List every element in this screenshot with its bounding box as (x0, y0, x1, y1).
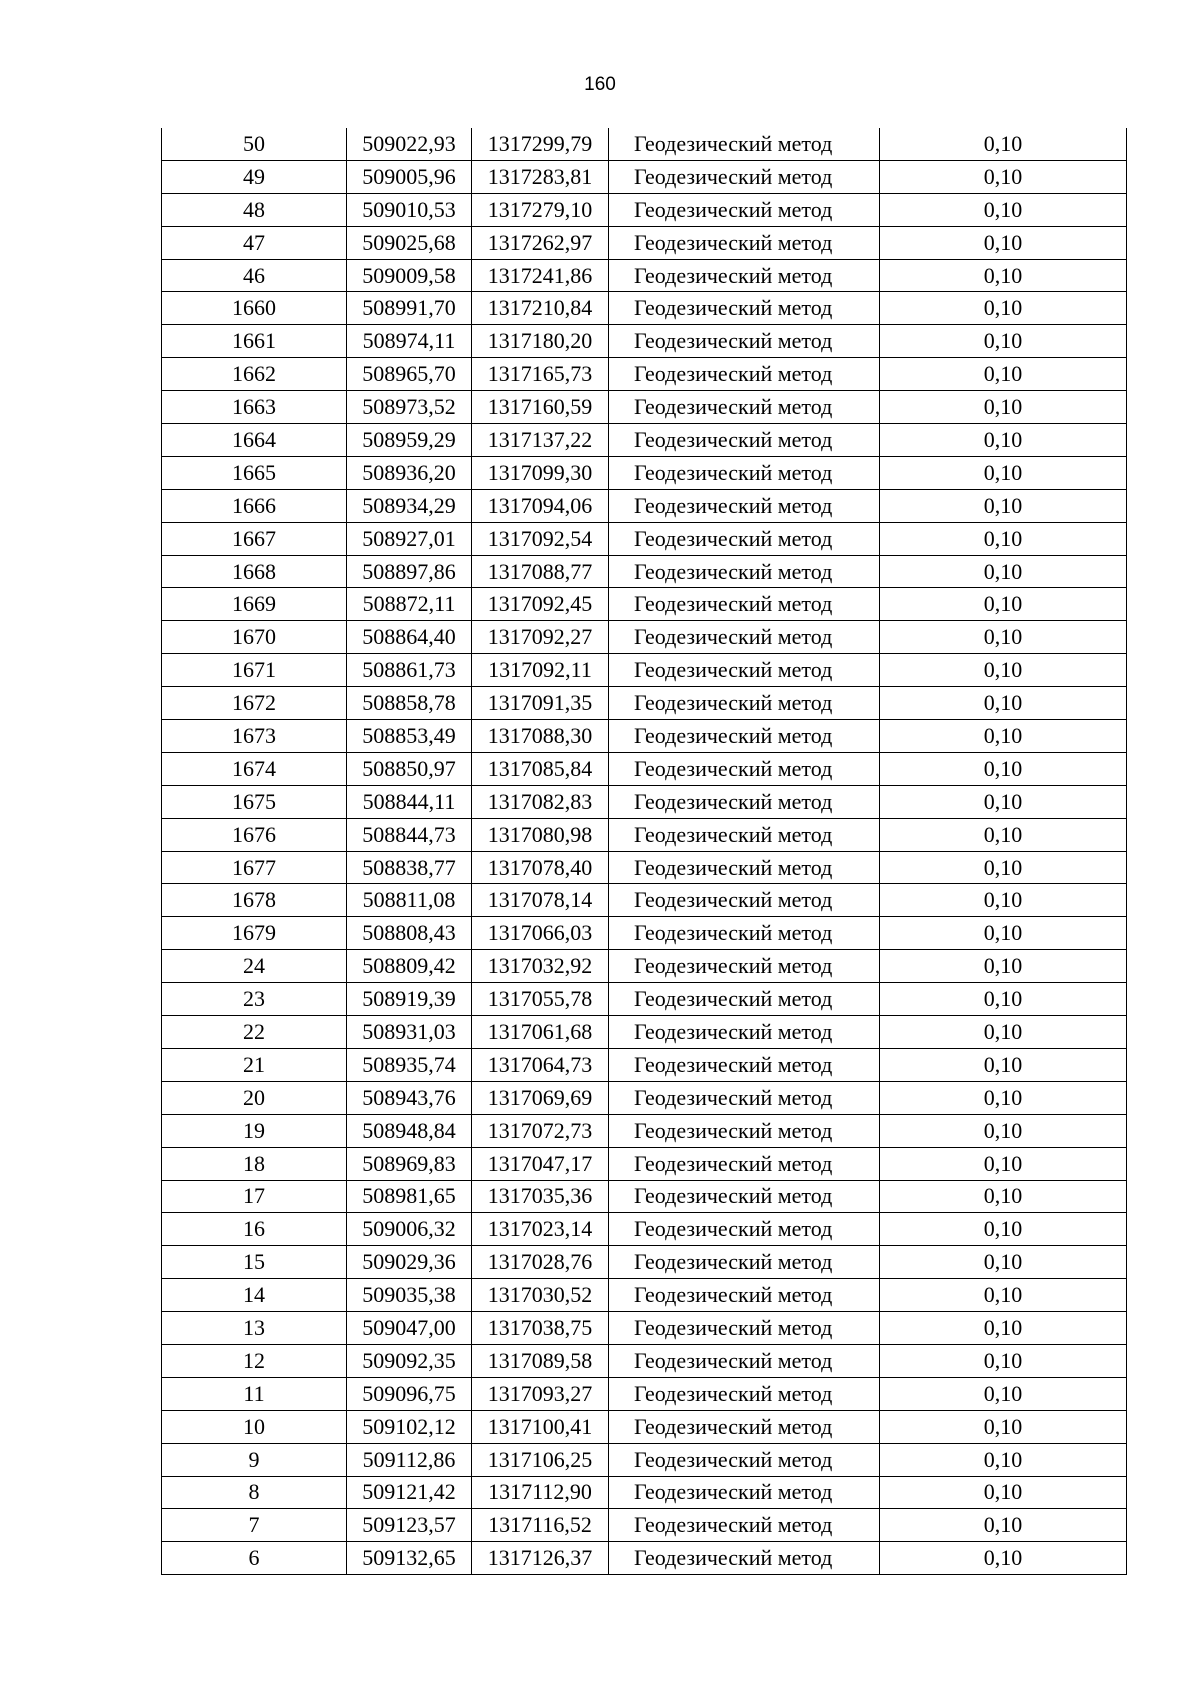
method-cell: Геодезический метод (609, 489, 880, 522)
y-coordinate-cell: 1317089,58 (472, 1344, 609, 1377)
accuracy-cell: 0,10 (880, 489, 1127, 522)
y-coordinate-cell: 1317072,73 (472, 1114, 609, 1147)
accuracy-cell: 0,10 (880, 621, 1127, 654)
method-cell: Геодезический метод (609, 654, 880, 687)
method-cell: Геодезический метод (609, 292, 880, 325)
table-row (162, 424, 1127, 457)
x-coordinate-cell: 508861,73 (347, 654, 472, 687)
x-coordinate-cell: 509025,68 (347, 226, 472, 259)
x-coordinate-cell: 509096,75 (347, 1377, 472, 1410)
method-cell: Геодезический метод (609, 1180, 880, 1213)
method-cell: Геодезический метод (609, 1081, 880, 1114)
x-coordinate-cell: 508991,70 (347, 292, 472, 325)
method-cell: Геодезический метод (609, 1114, 880, 1147)
point-number-cell: 9 (162, 1443, 347, 1476)
accuracy-cell: 0,10 (880, 654, 1127, 687)
method-cell: Геодезический метод (609, 621, 880, 654)
method-cell: Геодезический метод (609, 917, 880, 950)
x-coordinate-cell: 509112,86 (347, 1443, 472, 1476)
y-coordinate-cell: 1317092,45 (472, 588, 609, 621)
x-coordinate-cell: 509006,32 (347, 1213, 472, 1246)
x-coordinate-cell: 508858,78 (347, 687, 472, 720)
accuracy-cell: 0,10 (880, 160, 1127, 193)
y-coordinate-cell: 1317092,11 (472, 654, 609, 687)
accuracy-cell: 0,10 (880, 391, 1127, 424)
table-row (162, 1443, 1127, 1476)
table-row (162, 292, 1127, 325)
table-row (162, 1246, 1127, 1279)
accuracy-cell: 0,10 (880, 1344, 1127, 1377)
y-coordinate-cell: 1317137,22 (472, 424, 609, 457)
y-coordinate-cell: 1317032,92 (472, 950, 609, 983)
x-coordinate-cell: 509029,36 (347, 1246, 472, 1279)
table-row (162, 160, 1127, 193)
method-cell: Геодезический метод (609, 1279, 880, 1312)
accuracy-cell: 0,10 (880, 1443, 1127, 1476)
method-cell: Геодезический метод (609, 950, 880, 983)
table-row (162, 1213, 1127, 1246)
x-coordinate-cell: 508844,73 (347, 818, 472, 851)
x-coordinate-cell: 508844,11 (347, 785, 472, 818)
x-coordinate-cell: 509047,00 (347, 1312, 472, 1345)
x-coordinate-cell: 509005,96 (347, 160, 472, 193)
accuracy-cell: 0,10 (880, 950, 1127, 983)
accuracy-cell: 0,10 (880, 1180, 1127, 1213)
y-coordinate-cell: 1317262,97 (472, 226, 609, 259)
point-number-cell: 1664 (162, 424, 347, 457)
y-coordinate-cell: 1317080,98 (472, 818, 609, 851)
point-number-cell: 15 (162, 1246, 347, 1279)
accuracy-cell: 0,10 (880, 1410, 1127, 1443)
accuracy-cell: 0,10 (880, 1246, 1127, 1279)
x-coordinate-cell: 508927,01 (347, 522, 472, 555)
y-coordinate-cell: 1317210,84 (472, 292, 609, 325)
y-coordinate-cell: 1317078,14 (472, 884, 609, 917)
x-coordinate-cell: 509035,38 (347, 1279, 472, 1312)
point-number-cell: 1666 (162, 489, 347, 522)
y-coordinate-cell: 1317088,77 (472, 555, 609, 588)
point-number-cell: 13 (162, 1312, 347, 1345)
point-number-cell: 6 (162, 1542, 347, 1575)
y-coordinate-cell: 1317092,27 (472, 621, 609, 654)
point-number-cell: 1662 (162, 358, 347, 391)
accuracy-cell: 0,10 (880, 555, 1127, 588)
point-number-cell: 17 (162, 1180, 347, 1213)
point-number-cell: 1673 (162, 720, 347, 753)
point-number-cell: 1660 (162, 292, 347, 325)
x-coordinate-cell: 509132,65 (347, 1542, 472, 1575)
table-row (162, 687, 1127, 720)
x-coordinate-cell: 508965,70 (347, 358, 472, 391)
point-number-cell: 1668 (162, 555, 347, 588)
table-row (162, 555, 1127, 588)
method-cell: Геодезический метод (609, 1016, 880, 1049)
x-coordinate-cell: 509123,57 (347, 1509, 472, 1542)
y-coordinate-cell: 1317028,76 (472, 1246, 609, 1279)
accuracy-cell: 0,10 (880, 522, 1127, 555)
y-coordinate-cell: 1317283,81 (472, 160, 609, 193)
point-number-cell: 48 (162, 193, 347, 226)
x-coordinate-cell: 508811,08 (347, 884, 472, 917)
table-row (162, 358, 1127, 391)
x-coordinate-cell: 508969,83 (347, 1147, 472, 1180)
point-number-cell: 18 (162, 1147, 347, 1180)
method-cell: Геодезический метод (609, 851, 880, 884)
accuracy-cell: 0,10 (880, 424, 1127, 457)
point-number-cell: 22 (162, 1016, 347, 1049)
accuracy-cell: 0,10 (880, 884, 1127, 917)
table-row (162, 752, 1127, 785)
y-coordinate-cell: 1317116,52 (472, 1509, 609, 1542)
y-coordinate-cell: 1317100,41 (472, 1410, 609, 1443)
method-cell: Геодезический метод (609, 226, 880, 259)
method-cell: Геодезический метод (609, 1443, 880, 1476)
coordinates-table (161, 128, 1127, 1575)
y-coordinate-cell: 1317085,84 (472, 752, 609, 785)
point-number-cell: 1677 (162, 851, 347, 884)
method-cell: Геодезический метод (609, 1410, 880, 1443)
table-row (162, 1048, 1127, 1081)
table-row (162, 456, 1127, 489)
point-number-cell: 24 (162, 950, 347, 983)
point-number-cell: 1667 (162, 522, 347, 555)
table-row (162, 259, 1127, 292)
method-cell: Геодезический метод (609, 884, 880, 917)
point-number-cell: 1670 (162, 621, 347, 654)
point-number-cell: 1661 (162, 325, 347, 358)
y-coordinate-cell: 1317180,20 (472, 325, 609, 358)
y-coordinate-cell: 1317069,69 (472, 1081, 609, 1114)
y-coordinate-cell: 1317023,14 (472, 1213, 609, 1246)
table-row (162, 950, 1127, 983)
y-coordinate-cell: 1317055,78 (472, 983, 609, 1016)
y-coordinate-cell: 1317061,68 (472, 1016, 609, 1049)
method-cell: Геодезический метод (609, 818, 880, 851)
point-number-cell: 16 (162, 1213, 347, 1246)
point-number-cell: 46 (162, 259, 347, 292)
y-coordinate-cell: 1317106,25 (472, 1443, 609, 1476)
method-cell: Геодезический метод (609, 1312, 880, 1345)
x-coordinate-cell: 508838,77 (347, 851, 472, 884)
method-cell: Геодезический метод (609, 1147, 880, 1180)
table-row (162, 1312, 1127, 1345)
y-coordinate-cell: 1317066,03 (472, 917, 609, 950)
accuracy-cell: 0,10 (880, 851, 1127, 884)
table-row (162, 193, 1127, 226)
method-cell: Геодезический метод (609, 160, 880, 193)
accuracy-cell: 0,10 (880, 1081, 1127, 1114)
point-number-cell: 1671 (162, 654, 347, 687)
x-coordinate-cell: 509022,93 (347, 128, 472, 160)
table-row (162, 1542, 1127, 1575)
x-coordinate-cell: 508974,11 (347, 325, 472, 358)
table-row (162, 621, 1127, 654)
table-row (162, 1114, 1127, 1147)
method-cell: Геодезический метод (609, 424, 880, 457)
point-number-cell: 49 (162, 160, 347, 193)
accuracy-cell: 0,10 (880, 687, 1127, 720)
point-number-cell: 19 (162, 1114, 347, 1147)
method-cell: Геодезический метод (609, 325, 880, 358)
point-number-cell: 1674 (162, 752, 347, 785)
y-coordinate-cell: 1317030,52 (472, 1279, 609, 1312)
point-number-cell: 10 (162, 1410, 347, 1443)
x-coordinate-cell: 508872,11 (347, 588, 472, 621)
accuracy-cell: 0,10 (880, 1542, 1127, 1575)
table-row (162, 1081, 1127, 1114)
point-number-cell: 1675 (162, 785, 347, 818)
accuracy-cell: 0,10 (880, 588, 1127, 621)
x-coordinate-cell: 508897,86 (347, 555, 472, 588)
accuracy-cell: 0,10 (880, 1312, 1127, 1345)
y-coordinate-cell: 1317112,90 (472, 1476, 609, 1509)
page-number: 160 (584, 74, 616, 95)
y-coordinate-cell: 1317299,79 (472, 128, 609, 160)
method-cell: Геодезический метод (609, 391, 880, 424)
table-row (162, 1279, 1127, 1312)
method-cell: Геодезический метод (609, 752, 880, 785)
table-row (162, 325, 1127, 358)
y-coordinate-cell: 1317082,83 (472, 785, 609, 818)
table-row (162, 1509, 1127, 1542)
y-coordinate-cell: 1317091,35 (472, 687, 609, 720)
table-row (162, 785, 1127, 818)
y-coordinate-cell: 1317088,30 (472, 720, 609, 753)
table-row (162, 917, 1127, 950)
accuracy-cell: 0,10 (880, 785, 1127, 818)
y-coordinate-cell: 1317160,59 (472, 391, 609, 424)
method-cell: Геодезический метод (609, 1246, 880, 1279)
y-coordinate-cell: 1317092,54 (472, 522, 609, 555)
point-number-cell: 23 (162, 983, 347, 1016)
point-number-cell: 21 (162, 1048, 347, 1081)
y-coordinate-cell: 1317035,36 (472, 1180, 609, 1213)
y-coordinate-cell: 1317038,75 (472, 1312, 609, 1345)
accuracy-cell: 0,10 (880, 193, 1127, 226)
method-cell: Геодезический метод (609, 555, 880, 588)
point-number-cell: 1669 (162, 588, 347, 621)
accuracy-cell: 0,10 (880, 1114, 1127, 1147)
x-coordinate-cell: 508809,42 (347, 950, 472, 983)
accuracy-cell: 0,10 (880, 1509, 1127, 1542)
x-coordinate-cell: 508850,97 (347, 752, 472, 785)
method-cell: Геодезический метод (609, 983, 880, 1016)
method-cell: Геодезический метод (609, 1542, 880, 1575)
table-row (162, 654, 1127, 687)
accuracy-cell: 0,10 (880, 1147, 1127, 1180)
table-row (162, 983, 1127, 1016)
method-cell: Геодезический метод (609, 720, 880, 753)
method-cell: Геодезический метод (609, 1344, 880, 1377)
x-coordinate-cell: 508919,39 (347, 983, 472, 1016)
accuracy-cell: 0,10 (880, 1279, 1127, 1312)
accuracy-cell: 0,10 (880, 752, 1127, 785)
x-coordinate-cell: 508981,65 (347, 1180, 472, 1213)
point-number-cell: 50 (162, 128, 347, 160)
y-coordinate-cell: 1317078,40 (472, 851, 609, 884)
point-number-cell: 8 (162, 1476, 347, 1509)
accuracy-cell: 0,10 (880, 259, 1127, 292)
table-row (162, 851, 1127, 884)
method-cell: Геодезический метод (609, 785, 880, 818)
accuracy-cell: 0,10 (880, 1213, 1127, 1246)
method-cell: Геодезический метод (609, 1509, 880, 1542)
point-number-cell: 12 (162, 1344, 347, 1377)
accuracy-cell: 0,10 (880, 1048, 1127, 1081)
method-cell: Геодезический метод (609, 456, 880, 489)
method-cell: Геодезический метод (609, 588, 880, 621)
y-coordinate-cell: 1317165,73 (472, 358, 609, 391)
table-row (162, 128, 1127, 160)
accuracy-cell: 0,10 (880, 1016, 1127, 1049)
x-coordinate-cell: 509092,35 (347, 1344, 472, 1377)
y-coordinate-cell: 1317093,27 (472, 1377, 609, 1410)
table-row (162, 522, 1127, 555)
point-number-cell: 20 (162, 1081, 347, 1114)
table-row (162, 1344, 1127, 1377)
table-row (162, 884, 1127, 917)
accuracy-cell: 0,10 (880, 983, 1127, 1016)
x-coordinate-cell: 508808,43 (347, 917, 472, 950)
method-cell: Геодезический метод (609, 1213, 880, 1246)
x-coordinate-cell: 508973,52 (347, 391, 472, 424)
method-cell: Геодезический метод (609, 259, 880, 292)
x-coordinate-cell: 508934,29 (347, 489, 472, 522)
table-row (162, 1410, 1127, 1443)
table-row (162, 1377, 1127, 1410)
table-row (162, 1147, 1127, 1180)
x-coordinate-cell: 508943,76 (347, 1081, 472, 1114)
y-coordinate-cell: 1317126,37 (472, 1542, 609, 1575)
point-number-cell: 1672 (162, 687, 347, 720)
method-cell: Геодезический метод (609, 358, 880, 391)
point-number-cell: 7 (162, 1509, 347, 1542)
method-cell: Геодезический метод (609, 1048, 880, 1081)
method-cell: Геодезический метод (609, 1377, 880, 1410)
accuracy-cell: 0,10 (880, 1476, 1127, 1509)
table-row (162, 226, 1127, 259)
accuracy-cell: 0,10 (880, 456, 1127, 489)
accuracy-cell: 0,10 (880, 818, 1127, 851)
table-row (162, 489, 1127, 522)
x-coordinate-cell: 509102,12 (347, 1410, 472, 1443)
x-coordinate-cell: 508853,49 (347, 720, 472, 753)
table-row (162, 720, 1127, 753)
y-coordinate-cell: 1317064,73 (472, 1048, 609, 1081)
x-coordinate-cell: 508931,03 (347, 1016, 472, 1049)
y-coordinate-cell: 1317241,86 (472, 259, 609, 292)
accuracy-cell: 0,10 (880, 325, 1127, 358)
table-row (162, 391, 1127, 424)
coordinates-table-body (162, 128, 1127, 1575)
y-coordinate-cell: 1317094,06 (472, 489, 609, 522)
point-number-cell: 11 (162, 1377, 347, 1410)
method-cell: Геодезический метод (609, 128, 880, 160)
table-row (162, 1476, 1127, 1509)
table-row (162, 1180, 1127, 1213)
accuracy-cell: 0,10 (880, 226, 1127, 259)
accuracy-cell: 0,10 (880, 1377, 1127, 1410)
method-cell: Геодезический метод (609, 1476, 880, 1509)
accuracy-cell: 0,10 (880, 292, 1127, 325)
table-row (162, 588, 1127, 621)
x-coordinate-cell: 508936,20 (347, 456, 472, 489)
method-cell: Геодезический метод (609, 522, 880, 555)
x-coordinate-cell: 508959,29 (347, 424, 472, 457)
x-coordinate-cell: 508948,84 (347, 1114, 472, 1147)
point-number-cell: 14 (162, 1279, 347, 1312)
point-number-cell: 1679 (162, 917, 347, 950)
accuracy-cell: 0,10 (880, 917, 1127, 950)
point-number-cell: 1678 (162, 884, 347, 917)
table-row (162, 1016, 1127, 1049)
point-number-cell: 1676 (162, 818, 347, 851)
point-number-cell: 1663 (162, 391, 347, 424)
x-coordinate-cell: 508935,74 (347, 1048, 472, 1081)
accuracy-cell: 0,10 (880, 128, 1127, 160)
y-coordinate-cell: 1317099,30 (472, 456, 609, 489)
y-coordinate-cell: 1317279,10 (472, 193, 609, 226)
accuracy-cell: 0,10 (880, 720, 1127, 753)
point-number-cell: 47 (162, 226, 347, 259)
point-number-cell: 1665 (162, 456, 347, 489)
x-coordinate-cell: 509010,53 (347, 193, 472, 226)
x-coordinate-cell: 509121,42 (347, 1476, 472, 1509)
method-cell: Геодезический метод (609, 193, 880, 226)
accuracy-cell: 0,10 (880, 358, 1127, 391)
method-cell: Геодезический метод (609, 687, 880, 720)
y-coordinate-cell: 1317047,17 (472, 1147, 609, 1180)
x-coordinate-cell: 508864,40 (347, 621, 472, 654)
x-coordinate-cell: 509009,58 (347, 259, 472, 292)
table-row (162, 818, 1127, 851)
